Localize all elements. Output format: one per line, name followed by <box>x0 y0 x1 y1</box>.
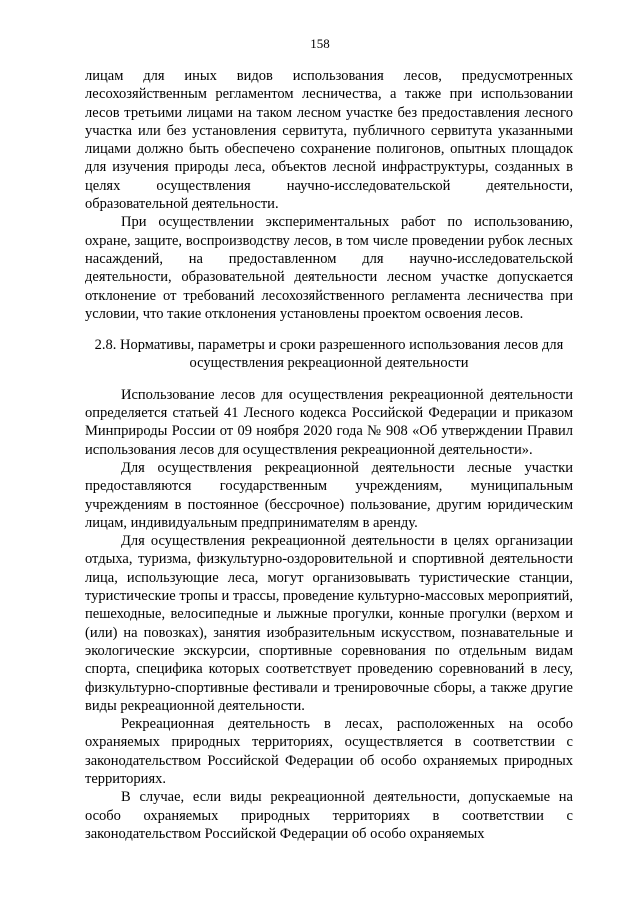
paragraph-recreation-usage: Использование лесов для осуществления рекреационной деятельности определяется статьей 41 Лесного кодекса Российской Федерации и приказом Минприроды России от 09 ноября 2020 года № 908 «Об утверждении Правил использования лесов для осуществления рекреационной деятельности». <box>85 386 573 458</box>
paragraph-protected-areas-cont: В случае, если виды рекреационной деятельности, допускаемые на особо охраняемых природных территориях в соответствии с законодательством Российской Федерации об особо охраняемых <box>85 789 573 842</box>
paragraph-recreation-activities: Для осуществления рекреационной деятельности в целях организации отдыха, туризма, физкультурно-оздоровительной и спортивной деятельности лица, использующие леса, могут организовывать туристические станции, туристические тропы и трассы, проведение культурно-массовых мероприятий, пешеходные, велосипедные и лыжные прогулки, конные прогулки (верхом и (или) на повозках), занятия изобразительным искусством, познавательные и экологические экскурсии, спортивные соревнования по отдельным видам спорта, специфика которых соответствует проведению соревнований в лесу, физкультурно-спортивные фестивали и тренировочные сборы, а также другие виды рекреационной деятельности. <box>85 533 573 714</box>
document-body <box>85 67 573 843</box>
paragraph-continuation: лицам для иных видов использования лесов, предусмотренных лесохозяйственным регламентом лесничества, а также при использовании лесов третьими лицами на таком лесном участке без предоставления лесного участка или без установления сервитута, публичного сервитута указанными лицами должно быть обеспечено сохранение полигонов, опытных площадок для изучения природы леса, объектов лесной инфраструктуры, созданных в целях осуществления научно-исследовательской деятельности, образовательной деятельности. <box>85 68 573 213</box>
page-number: 158 <box>310 36 330 51</box>
paragraph-experimental-works: При осуществлении экспериментальных работ по использованию, охране, защите, воспроизводству лесов, в том числе проведении рубок лесных насаждений, на предоставленном для научно-исследовательской деятельности, образовательной деятельности лесном участке допускается отклонение от требований лесохозяйственного регламента лесничества при условии, что такие отклонения установлены проектом освоения лесов. <box>85 214 573 322</box>
paragraph-land-provision: Для осуществления рекреационной деятельности лесные участки предоставляются государственным учреждениям, муниципальным учреждениям в постоянное (бессрочное) пользование, другим юридическим лицам, индивидуальным предпринимателям в аренду. <box>85 459 573 531</box>
section-heading: 2.8. Нормативы, параметры и сроки разрешенного использования лесов для осуществления рекреационной деятельности <box>94 337 564 372</box>
paragraph-protected-areas: Рекреационная деятельность в лесах, расположенных на особо охраняемых природных территориях, осуществляется в соответствии с законодательством Российской Федерации об особо охраняемых природных территориях. <box>85 716 573 787</box>
